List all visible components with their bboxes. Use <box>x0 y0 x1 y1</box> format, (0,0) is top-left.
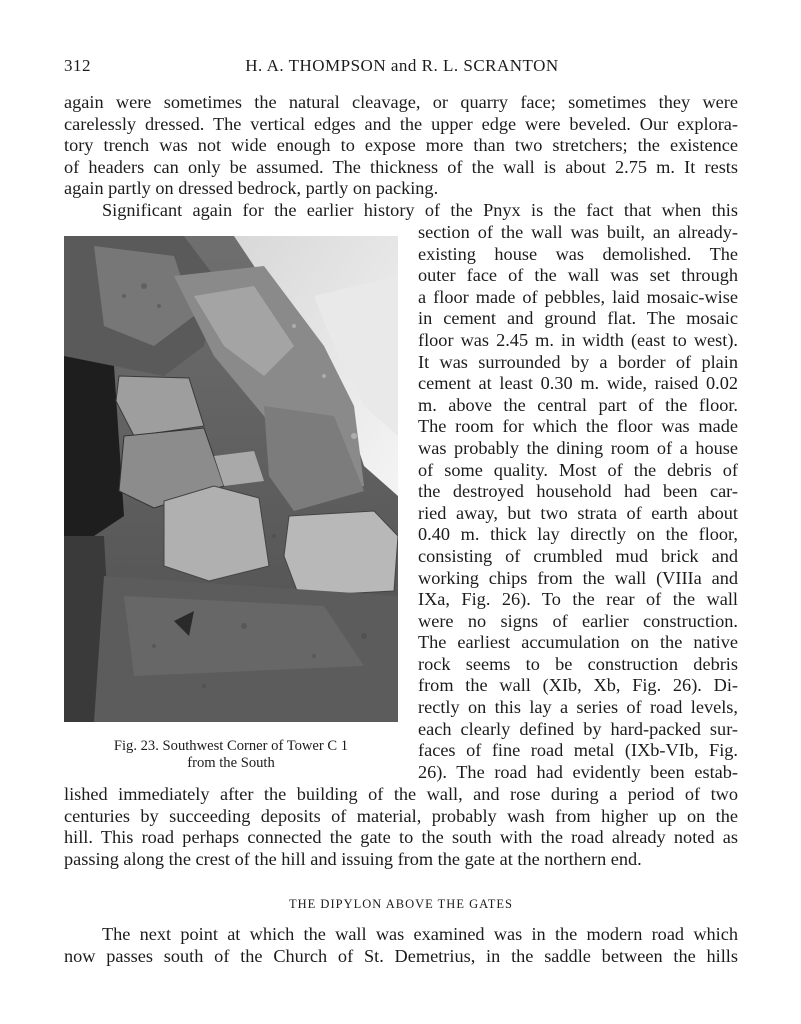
section-heading: THE DIPYLON ABOVE THE GATES <box>289 897 513 911</box>
text-line: cement at least 0.30 m. wide, raised 0.02 <box>418 373 738 394</box>
tower-corner-photograph <box>64 236 398 722</box>
text-line: working chips from the wall (VIIIa and <box>418 567 738 588</box>
text-line: consisting of crumbled mud brick and <box>418 545 738 566</box>
page-number: 312 <box>64 56 91 75</box>
text-line: passing along the crest of the hill and issuing from the gate at the northern end. <box>64 848 642 869</box>
text-line: section of the wall was built, an already- <box>418 222 738 242</box>
text-line: hill. This road perhaps connected the gate to the south with the road already noted as <box>64 827 738 848</box>
text-line: each clearly defined by hard-packed sur- <box>418 718 738 739</box>
text-line: The next point at which the wall was examined was in the modern road which <box>102 924 738 944</box>
paragraph-1 <box>64 92 738 200</box>
running-head-authors: H. A. THOMPSON and R. L. SCRANTON <box>245 56 559 75</box>
text-line: 26). The road had evidently been estab- <box>418 761 738 782</box>
figure-photo <box>64 236 398 722</box>
text-line: floor was 2.45 m. in width (east to west). <box>418 329 738 350</box>
text-line: the destroyed household had been car- <box>418 481 738 502</box>
text-line: m. above the central part of the floor. <box>418 394 738 415</box>
text-line: It was surrounded by a border of plain <box>418 351 738 372</box>
figure-caption <box>64 738 398 772</box>
text-line: from the wall (XIb, Xb, Fig. 26). Di- <box>418 675 738 696</box>
text-line: a floor made of pebbles, laid mosaic-wise <box>418 286 738 307</box>
text-line: The earliest accumulation on the native <box>418 632 738 653</box>
text-line: outer face of the wall was set through <box>418 265 738 286</box>
paragraph-2-tail <box>64 784 738 870</box>
text-line: of some quality. Most of the debris of <box>418 459 738 480</box>
text-line: now passes south of the Church of St. Demetrius, in the saddle between the hills <box>64 945 738 966</box>
text-line: rock seems to be construction debris <box>418 653 738 674</box>
caption-line: from the South <box>187 755 275 771</box>
text-line: in cement and ground flat. The mosaic <box>418 308 738 329</box>
text-line: centuries by succeeding deposits of material, probably wash from higher up on the <box>64 805 738 826</box>
running-head <box>64 56 740 80</box>
text-line: rectly on this lay a series of road levels, <box>418 697 738 718</box>
text-line: again were sometimes the natural cleavage, or quarry face; sometimes they were <box>64 92 738 112</box>
text-line: existing house was demolished. The <box>418 243 738 264</box>
text-line: Significant again for the earlier history of the Pnyx is the fact that when this <box>102 200 738 220</box>
text-line: lished immediately after the building of the wall, and rose during a period of two <box>64 784 738 804</box>
text-line: The room for which the floor was made <box>418 416 738 437</box>
paragraph-3 <box>64 924 738 967</box>
text-line: IXa, Fig. 26). To the rear of the wall <box>418 589 738 610</box>
text-line: was probably the dining room of a house <box>418 437 738 458</box>
paragraph-2-column <box>418 222 738 783</box>
text-line: faces of fine road metal (IXb-VIb, Fig. <box>418 740 738 761</box>
text-line: 0.40 m. thick lay directly on the floor, <box>418 524 738 545</box>
text-line: ried away, but two strata of earth about <box>418 502 738 523</box>
text-line: carelessly dressed. The vertical edges and the upper edge were beveled. Our explora- <box>64 113 738 134</box>
text-line: were no signs of earlier construction. <box>418 610 738 631</box>
paragraph-2-opening <box>64 200 738 222</box>
text-line: of headers can only be assumed. The thickness of the wall is about 2.75 m. It rests <box>64 156 738 177</box>
caption-line: Fig. 23. Southwest Corner of Tower C 1 <box>113 738 349 754</box>
text-line: again partly on dressed bedrock, partly on packing. <box>64 178 439 199</box>
text-line: tory trench was not wide enough to expose more than two stretchers; the existence <box>64 135 738 156</box>
